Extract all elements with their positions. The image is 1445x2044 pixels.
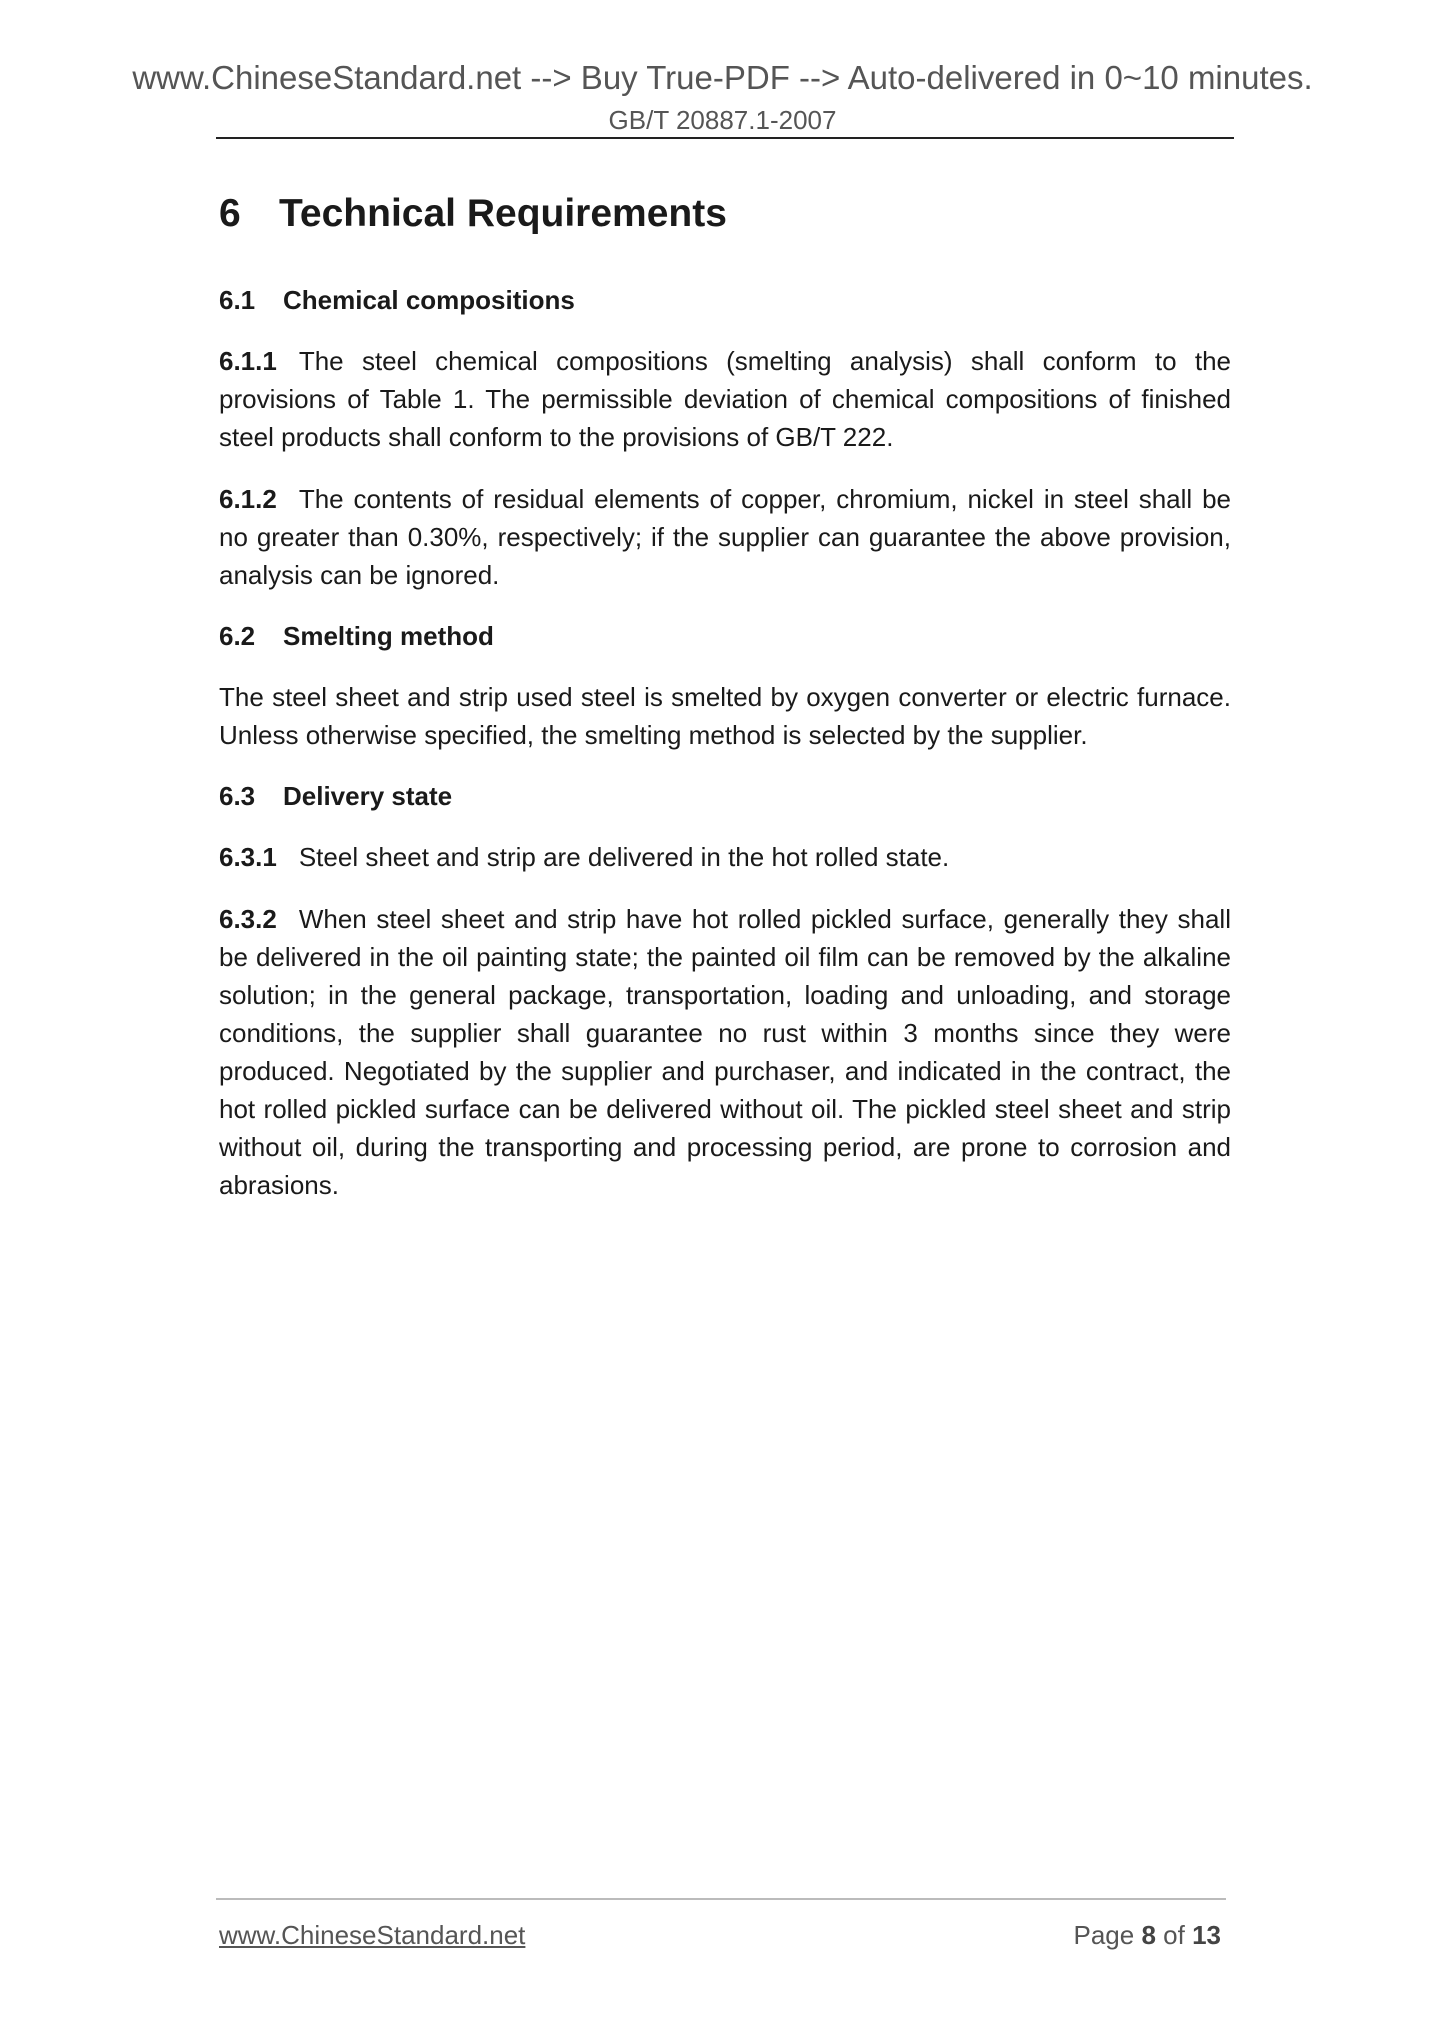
- clause-number: 6.3.2: [219, 904, 277, 934]
- clause-paragraph: [219, 678, 1231, 754]
- chapter-number: 6: [219, 192, 241, 235]
- footer-divider: [216, 1898, 1226, 1900]
- document-body: [219, 190, 1231, 1228]
- section-number: 6.3: [219, 781, 256, 811]
- clause-number: 6.1.1: [219, 346, 277, 376]
- header-divider: [216, 137, 1234, 139]
- clause-text: When steel sheet and strip have hot rolled pickled surface, generally they shall be delivered in the oil painting state; the painted oil film can be removed by the alkaline solution; in the general package, transportation, loading and unloading, and storage conditions, the supplier shall guarantee no rust within 3 months since they were produced. Negotiated by the supplier and purchaser, and indicated in the contract, the hot rolled pickled surface can be delivered without oil. The pickled steel sheet and strip without oil, during the transporting and processing period, are prone to corrosion and abrasions.: [219, 904, 1231, 1200]
- header-banner: www.ChineseStandard.net --> Buy True-PDF --> Auto-delivered in 0~10 minutes.: [132, 59, 1313, 96]
- clause-paragraph: [219, 900, 1231, 1204]
- section-heading: [219, 282, 1231, 318]
- chapter-title: Technical Requirements: [279, 192, 727, 235]
- clause-number: 6.1.2: [219, 484, 277, 514]
- clause-text: Steel sheet and strip are delivered in the hot rolled state.: [298, 842, 950, 872]
- clause-paragraph: [219, 342, 1231, 456]
- page-of: of: [1163, 1920, 1185, 1950]
- total-page-number: 13: [1192, 1920, 1221, 1950]
- section-heading: [219, 778, 1231, 814]
- clause-text: The contents of residual elements of copper, chromium, nickel in steel shall be no greater than 0.30%, respectively; if the supplier can guarantee the above provision, analysis can be ignored.: [219, 484, 1231, 590]
- clause-paragraph: [219, 480, 1231, 594]
- section-title: Delivery state: [283, 781, 453, 811]
- clause-number: 6.3.1: [219, 842, 277, 872]
- clause-paragraph: [219, 838, 1231, 876]
- standard-code: GB/T 20887.1-2007: [608, 105, 837, 135]
- clause-text: The steel chemical compositions (smelting analysis) shall conform to the provisions of Table 1. The permissible deviation of chemical compositions of finished steel products shall conform to the provisions of GB/T 222.: [219, 346, 1231, 452]
- section-title: Chemical compositions: [283, 285, 575, 315]
- section-title: Smelting method: [283, 621, 494, 651]
- page-prefix: Page: [1073, 1920, 1135, 1950]
- section-number: 6.2: [219, 621, 256, 651]
- clause-text: The steel sheet and strip used steel is smelted by oxygen converter or electric furnace. Unless otherwise specified, the smelting method is selected by the supplier.: [219, 682, 1231, 750]
- section-number: 6.1: [219, 285, 256, 315]
- current-page-number: 8: [1141, 1920, 1156, 1950]
- page-indicator: [1073, 1918, 1221, 1952]
- footer-website-link[interactable]: www.ChineseStandard.net: [219, 1920, 526, 1950]
- section-heading: [219, 618, 1231, 654]
- chapter-heading: [219, 190, 1231, 238]
